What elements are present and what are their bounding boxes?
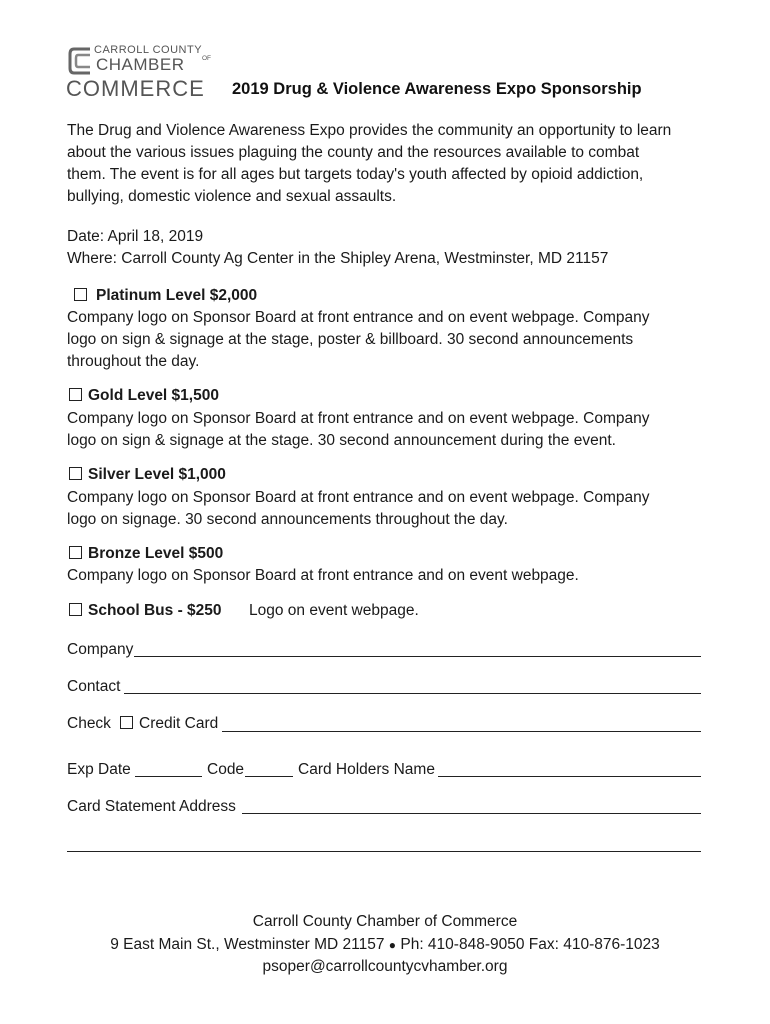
company-field[interactable] <box>134 656 701 657</box>
footer-address: 9 East Main St., Westminster MD 21157 <box>110 936 385 953</box>
intro-line: The Drug and Violence Awareness Expo provides the community an opportunity to learn <box>67 122 672 139</box>
desc-line: Company logo on Sponsor Board at front entrance and on event webpage. Company <box>67 410 650 427</box>
school-bus-checkbox[interactable] <box>69 603 82 616</box>
company-label: Company <box>67 641 134 658</box>
card-statement-address-label: Card Statement Address <box>67 798 236 815</box>
check-label: Check <box>67 715 111 732</box>
exp-date-field[interactable] <box>135 776 202 777</box>
logo-mark-icon <box>68 46 94 76</box>
level-platinum-desc <box>67 307 650 373</box>
intro-line: them. The event is for all ages but targets today's youth affected by opioid addiction, <box>67 166 644 183</box>
code-field[interactable] <box>245 776 293 777</box>
desc-line: logo on sign & signage at the stage, poster & billboard. 30 second announcements <box>67 331 634 348</box>
desc-line: logo on sign & signage at the stage. 30 second announcement during the event. <box>67 432 616 449</box>
intro-line: about the various issues plaguing the county and the resources available to combat <box>67 144 640 161</box>
footer-email[interactable]: psoper@carrollcountycvhamber.org <box>262 958 508 975</box>
logo-of: OF <box>202 55 212 62</box>
desc-line: logo on signage. 30 second announcements throughout the day. <box>67 511 508 528</box>
chamber-logo <box>66 44 226 100</box>
intro-paragraph <box>67 120 717 208</box>
level-gold-desc <box>67 408 650 452</box>
level-bronze-heading <box>69 543 223 565</box>
credit-card-label: Credit Card <box>139 715 219 732</box>
logo-line-2: CHAMBER <box>96 55 185 74</box>
footer-phone-fax: Ph: 410-848-9050 Fax: 410-876-1023 <box>400 936 660 953</box>
footer-contact-line <box>0 934 770 956</box>
bullet-icon: ● <box>388 938 397 952</box>
page-title: 2019 Drug & Violence Awareness Expo Sponsorship <box>232 80 642 98</box>
desc-line: Company logo on Sponsor Board at front entrance and on event webpage. Company <box>67 489 650 506</box>
level-bronze-desc <box>67 565 579 587</box>
desc-line: Company logo on Sponsor Board at front entrance and on event webpage. <box>67 567 579 584</box>
gold-title: Gold Level $1,500 <box>88 387 219 404</box>
gold-checkbox[interactable] <box>69 388 82 401</box>
address-continuation-field[interactable] <box>67 851 701 852</box>
school-bus-desc: Logo on event webpage. <box>249 602 419 619</box>
school-bus-title: School Bus - $250 <box>88 602 222 619</box>
level-silver-desc <box>67 487 650 531</box>
payment-field[interactable] <box>222 731 701 732</box>
credit-card-checkbox[interactable] <box>120 716 133 729</box>
bronze-checkbox[interactable] <box>69 546 82 559</box>
code-label: Code <box>207 761 245 778</box>
level-gold-heading <box>69 385 219 407</box>
intro-line: bullying, domestic violence and sexual assaults. <box>67 188 397 205</box>
desc-line: Company logo on Sponsor Board at front entrance and on event webpage. Company <box>67 309 650 326</box>
card-holders-name-field[interactable] <box>438 776 701 777</box>
contact-field[interactable] <box>124 693 701 694</box>
event-location: Where: Carroll County Ag Center in the Shipley Arena, Westminster, MD 21157 <box>67 250 609 267</box>
footer-org: Carroll County Chamber of Commerce <box>252 913 518 930</box>
silver-title: Silver Level $1,000 <box>88 466 226 483</box>
card-statement-address-field[interactable] <box>242 813 701 814</box>
desc-line: throughout the day. <box>67 353 200 370</box>
logo-line-3: COMMERCE <box>66 76 205 101</box>
card-holders-name-label: Card Holders Name <box>298 761 435 778</box>
level-school-bus-heading <box>69 600 222 622</box>
level-silver-heading <box>69 464 226 486</box>
bronze-title: Bronze Level $500 <box>88 545 224 562</box>
level-platinum-heading <box>74 285 257 307</box>
credit-card-option <box>120 713 218 735</box>
contact-label: Contact <box>67 678 121 695</box>
exp-date-label: Exp Date <box>67 761 131 778</box>
event-date: Date: April 18, 2019 <box>67 228 204 245</box>
silver-checkbox[interactable] <box>69 467 82 480</box>
platinum-checkbox[interactable] <box>74 288 87 301</box>
logo-line-1: CARROLL COUNTY <box>94 44 203 56</box>
platinum-title: Platinum Level $2,000 <box>96 287 258 304</box>
